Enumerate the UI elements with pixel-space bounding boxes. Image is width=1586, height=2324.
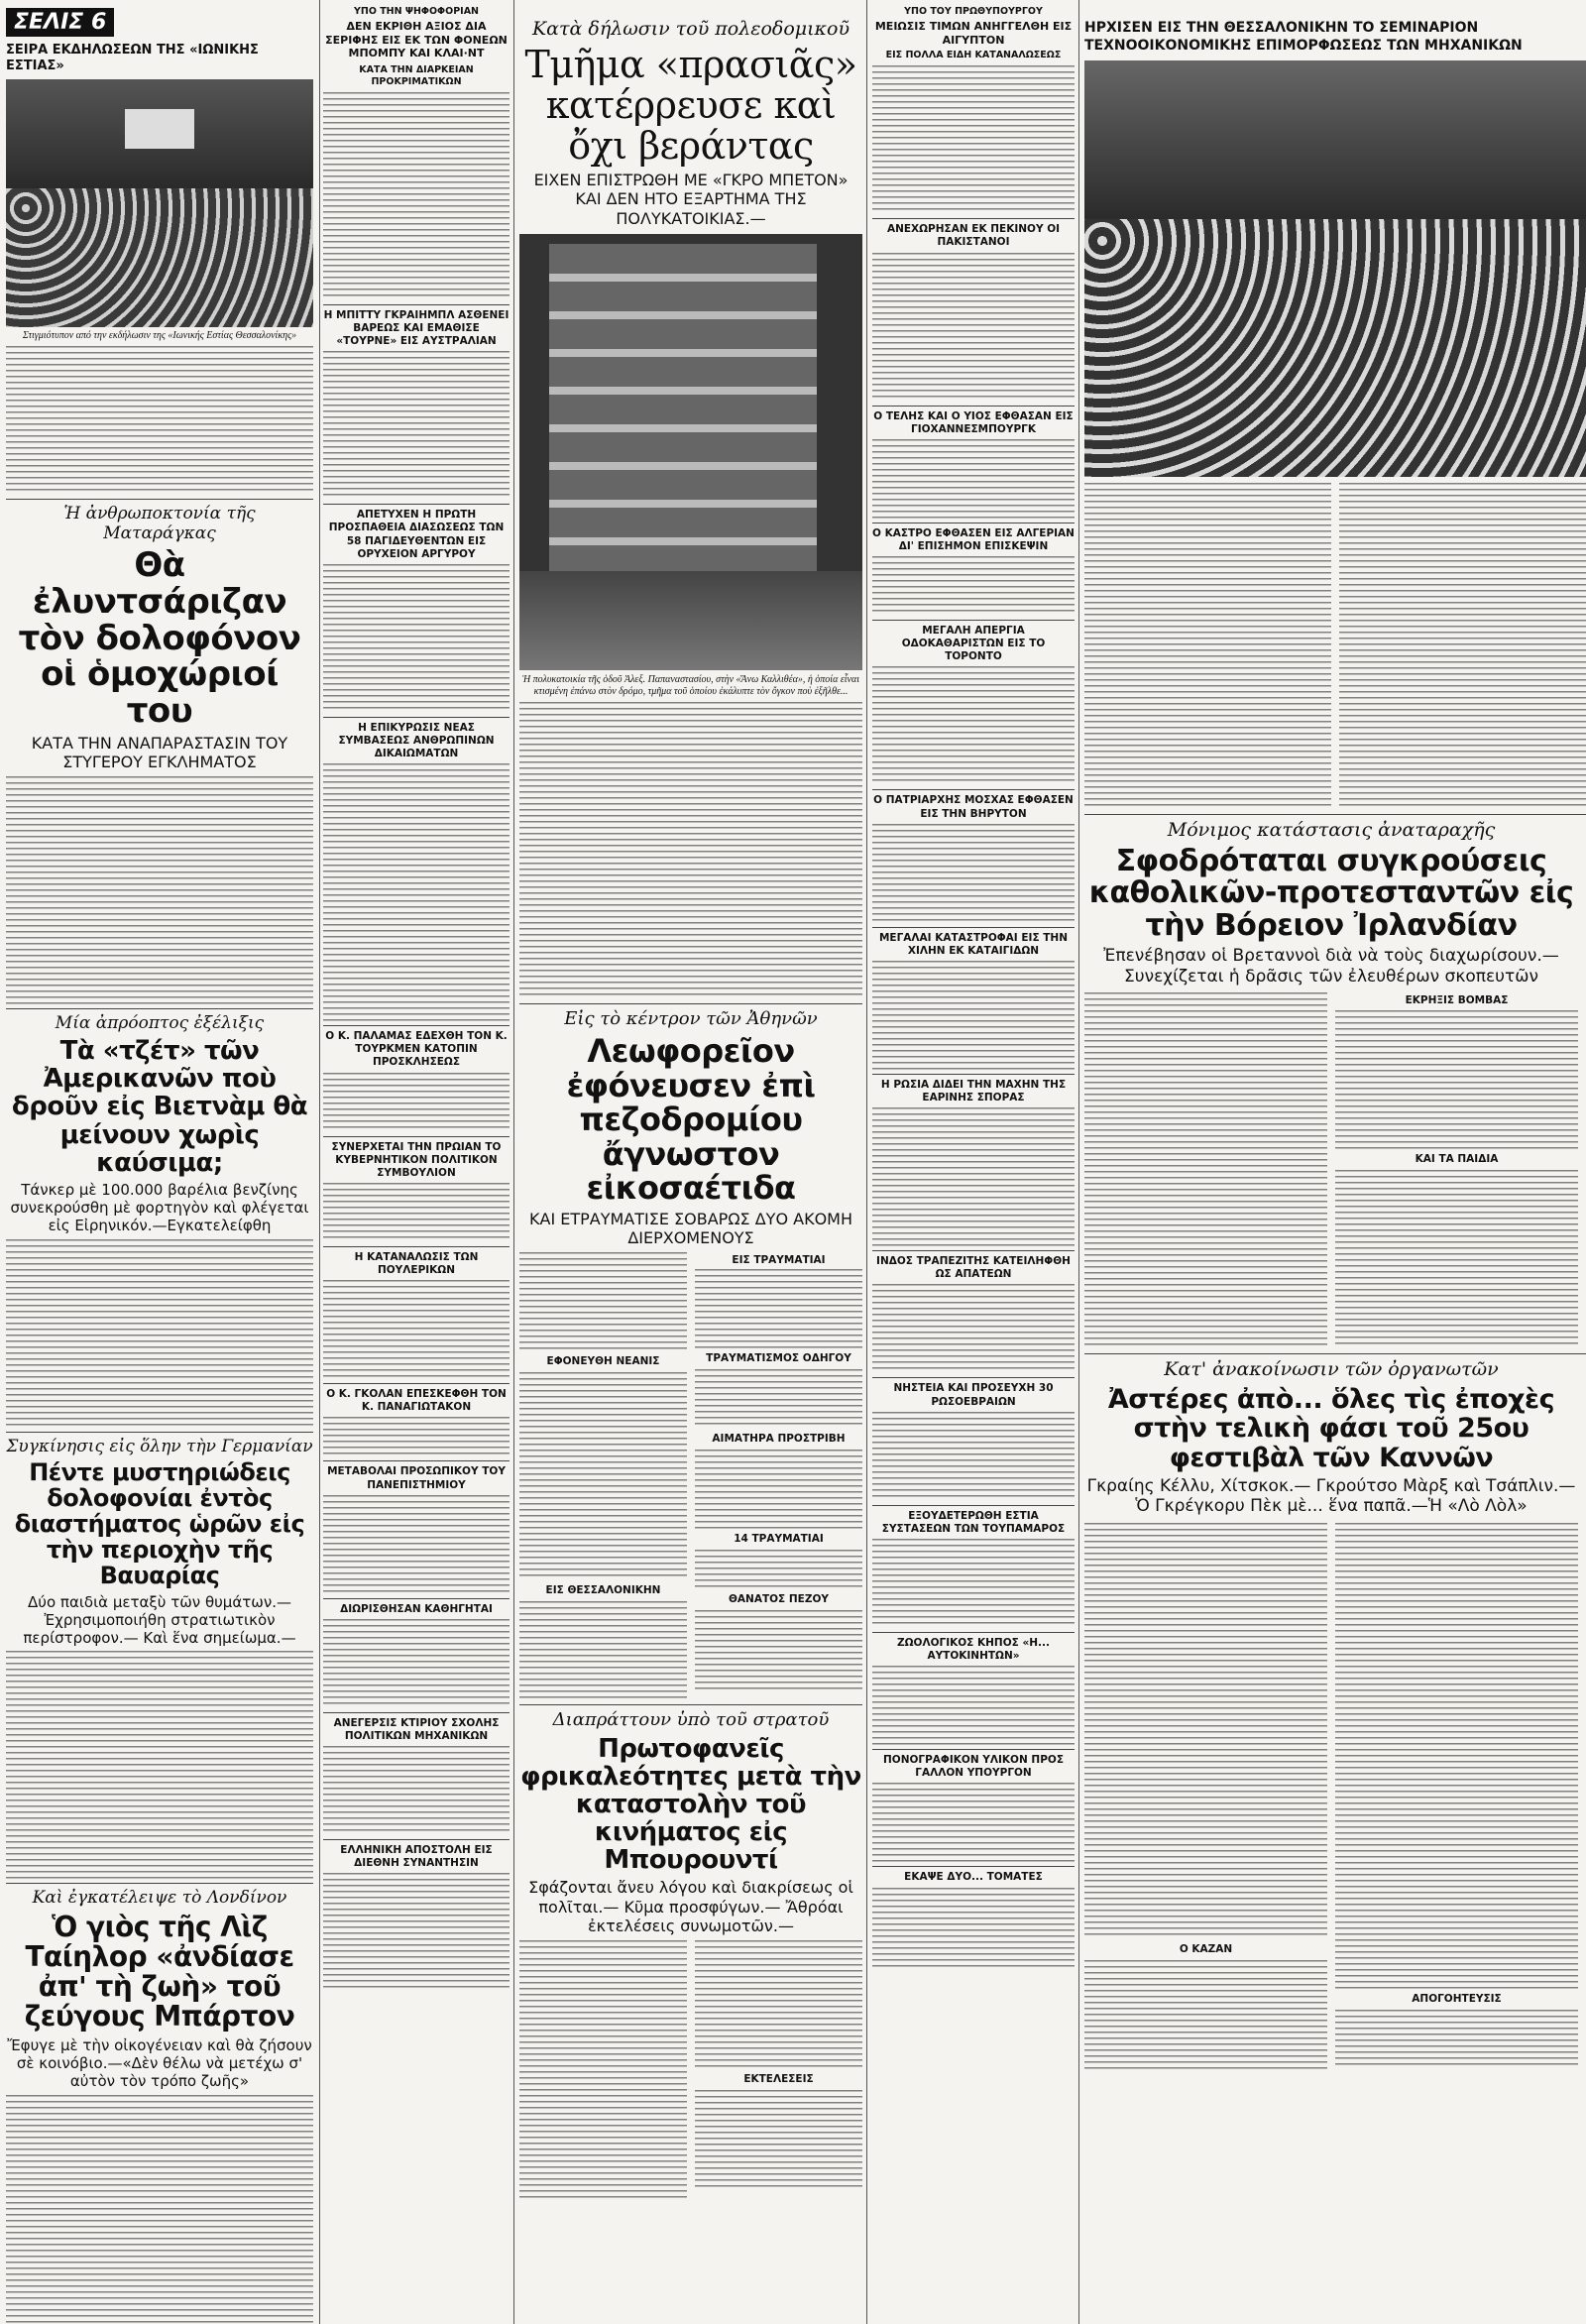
article-body: [695, 1369, 862, 1429]
article-ireland: [1084, 819, 1586, 1349]
headline-professors: ΔΙΩΡΙΣΘΗΣΑΝ ΚΑΘΗΓΗΤΑΙ: [340, 1602, 493, 1615]
article-body: [695, 1940, 862, 2069]
article-body: [872, 1539, 1075, 1628]
divider: [6, 499, 313, 500]
headline-toronto-strike: ΜΕΓΑΛΗ ΑΠΕΡΓΙΑ ΟΔΟΚΑΘΑΡΙΣΤΩΝ ΕΙΣ ΤΟ ΤΟΡΟΝΤΟ: [901, 625, 1046, 663]
subhead-pedestrian: ΘΑΝΑΤΟΣ ΠΕΖΟΥ: [729, 1593, 829, 1606]
column-rule: [319, 0, 320, 2324]
subheadline: ΕΙΣ ΠΟΛΛΑ ΕΙΔΗ ΚΑΤΑΝΑΛΩΣΕΩΣ: [885, 50, 1062, 61]
divider: [872, 927, 1075, 928]
article-body: [872, 666, 1075, 785]
subhead-thessaloniki: ΕΙΣ ΘΕΣΣΑΛΟΝΙΚΗΝ: [545, 1583, 661, 1596]
label: ΥΠΟ ΤΟΥ ΠΡΩΘΥΠΟΥΡΓΟΥ: [904, 6, 1043, 17]
headline-castro: Ο ΚΑΣΤΡΟ ΕΦΘΑΣΕΝ ΕΙΣ ΑΛΓΕΡΙΑΝ ΔΙ' ΕΠΙΣΗΜΟΝ ΕΠΙΣΚΕΨΙΝ: [872, 526, 1075, 552]
divider: [872, 1632, 1075, 1633]
article-body: [323, 1619, 510, 1708]
headline-tupamaros: ΕΞΟΥΔΕΤΕΡΩΘΗ ΕΣΤΙΑ ΣΥΣΤΑΣΕΩΝ ΤΩΝ ΤΟΥΠΑΜΑΡΟΣ: [881, 1509, 1066, 1535]
subhead-collision: ΑΙΜΑΤΗΡΑ ΠΡΟΣΤΡΙΒΗ: [712, 1433, 846, 1446]
subheadline: Ἐπενέβησαν οἱ Βρεταννοὶ διὰ νὰ τοὺς διαχωρίσουν.— Συνεχίζεται ἡ δρᾶσις τῶν ἐλευθέρων σκοπευτῶν: [1103, 945, 1559, 987]
article-body: [323, 1183, 510, 1242]
article-body: [1084, 1960, 1327, 2069]
article-egypt: [872, 6, 1075, 214]
article-body: [323, 1417, 510, 1456]
column-2: [323, 0, 510, 2324]
kicker: Κατ' ἀνακοίνωσιν τῶν ὀργανωτῶν: [1164, 1358, 1499, 1381]
headline: Πρωτοφανεῖς φρικαλεότητες μετὰ τὴν καταστολὴν τοῦ κινήματος εἰς Μπουρουντί: [520, 1733, 861, 1875]
headline-greek-mission: ΕΛΛΗΝΙΚΗ ΑΠΟΣΤΟΛΗ ΕΙΣ ΔΙΕΘΝΗ ΣΥΝΑΝΤΗΣΙΝ: [340, 1844, 493, 1870]
article-body: [323, 763, 510, 1021]
article-body: [872, 961, 1075, 1070]
kicker: Μία ἀπρόοπτος ἐξέλιξις: [55, 1012, 265, 1033]
column-3: [519, 0, 862, 2324]
headline: Τὰ «τζέτ» τῶν Ἀμερικανῶν ποὺ δροῦν εἰς Βιετνὰμ θὰ μείνουν χωρὶς καύσιμα;: [11, 1036, 308, 1178]
article-body: [519, 702, 862, 999]
article-body: [519, 1601, 687, 1700]
article-body: [872, 1888, 1075, 1967]
headline-pakistanis: ΑΝΕΧΩΡΗΣΑΝ ΕΚ ΠΕΚΙΝΟΥ ΟΙ ΠΑΚΙΣΤΑΝΟΙ: [886, 223, 1061, 249]
divider: [872, 789, 1075, 790]
article-body: [695, 1450, 862, 1529]
article-body: [519, 1252, 687, 1351]
headline-johannesburg: Ο ΤΕΛΗΣ ΚΑΙ Ο ΥΙΟΣ ΕΦΘΑΣΑΝ ΕΙΣ ΓΙΟΧΑΝΝΕΣΜΠΟΥΡΓΚ: [873, 409, 1074, 435]
article-tset: [6, 1013, 313, 1428]
article-body: [872, 65, 1075, 214]
divider: [872, 1074, 1075, 1075]
page-masthead: [6, 8, 313, 37]
divider: [323, 1025, 510, 1026]
divider: [323, 1598, 510, 1599]
divider: [6, 1883, 313, 1884]
headline-fasting: ΝΗΣΤΕΙΑ ΚΑΙ ΠΡΟΣΕΥΧΗ 30 ΡΩΣΟΕΒΡΑΙΩΝ: [893, 1382, 1054, 1408]
article-body: [323, 1073, 510, 1132]
article-body: [1335, 1170, 1578, 1348]
headline: Ὁ γιὸς τῆς Λὶζ Ταίηλορ «ἀνδίασε ἀπ' τὴ ζωὴ» τοῦ ζεύγους Μπάρτον: [24, 1910, 295, 2034]
subheadline: Δύο παιδιὰ μεταξὺ τῶν θυμάτων.— Ἐχρησιμοποιήθη στρατιωτικὸν περίστροφον.— Καὶ ἕνα σημείωμα.—: [23, 1592, 296, 1648]
page-logo: ΣΕΛΙΣ 6: [6, 8, 114, 37]
subhead-children: ΚΑΙ ΤΑ ΠΑΙΔΙΑ: [1415, 1152, 1499, 1165]
column-rule: [866, 0, 867, 2324]
article-body: [6, 1239, 313, 1428]
article-germany: [6, 1437, 313, 1880]
headline-chile-storms: ΜΕΓΑΛΑΙ ΚΑΤΑΣΤΡΟΦΑΙ ΕΙΣ ΤΗΝ ΧΙΛΗΝ ΕΚ ΚΑΤΑΙΓΙΔΩΝ: [878, 931, 1069, 957]
headline: ΔΕΝ ΕΚΡΙΘΗ ΑΞΙΟΣ ΔΙΑ ΣΕΡΙΦΗΣ ΕΙΣ ΕΚ ΤΩΝ ΦΟΝΕΩΝ ΜΠΟΜΠΥ ΚΑΙ ΚΛΑΙ·ΝΤ: [325, 19, 508, 60]
subhead-kazan: Ο ΚΑΖΑΝ: [1179, 1943, 1233, 1956]
subhead-executions: ΕΚΤΕΛΕΣΕΙΣ: [743, 2072, 814, 2085]
photo-caption: Στιγμιότυπον από την εκδήλωσιν της «Ιωνικής Εστίας Θεσσαλονίκης»: [22, 329, 297, 341]
article-body: [872, 1783, 1075, 1862]
subhead-14-injured: 14 ΤΡΑΥΜΑΤΙΑΙ: [734, 1533, 824, 1546]
article-serifis: [323, 6, 510, 300]
divider: [323, 304, 510, 305]
article-body: [1084, 1523, 1327, 1939]
divider: [6, 1008, 313, 1009]
headline-patriarch: Ο ΠΑΤΡΙΑΡΧΗΣ ΜΟΣΧΑΣ ΕΦΘΑΣΕΝ ΕΙΣ ΤΗΝ ΒΗΡΥΤΟΝ: [873, 794, 1074, 820]
article-body: [872, 1412, 1075, 1501]
divider: [1084, 814, 1586, 815]
subhead-bomb: ΕΚΡΗΞΙΣ ΒΟΜΒΑΣ: [1405, 994, 1509, 1007]
subhead-driver: ΤΡΑΥΜΑΤΙΣΜΟΣ ΟΔΗΓΟΥ: [706, 1351, 851, 1364]
building-photo: [519, 234, 862, 670]
article-prasia: [519, 18, 862, 999]
headline-indian-banker: ΙΝΔΟΣ ΤΡΑΠΕΖΙΤΗΣ ΚΑΤΕΙΛΗΦΘΗ ΩΣ ΑΠΑΤΕΩΝ: [876, 1255, 1071, 1281]
headline: ΜΕΙΩΣΙΣ ΤΙΜΩΝ ΑΝΗΓΓΕΛΘΗ ΕΙΣ ΑΙΓΥΠΤΟΝ: [874, 19, 1073, 47]
article-body: [323, 351, 510, 500]
headline: Πέντε μυστηριώδεις δολοφονίαι ἐντὸς διαστήματος ὡρῶν εἰς τὴν περιοχὴν τῆς Βαυαρίας: [14, 1457, 305, 1589]
column-4: [872, 0, 1075, 2324]
article-burundi: [519, 1709, 862, 2198]
article-body: [872, 253, 1075, 402]
headline-engineering-school: ΑΝΕΓΕΡΣΙΣ ΚΤΙΡΙΟΥ ΣΧΟΛΗΣ ΠΟΛΙΤΙΚΩΝ ΜΗΧΑΝΙΚΩΝ: [333, 1716, 500, 1742]
column-1: [6, 0, 313, 2324]
divider: [872, 1749, 1075, 1750]
headline-human-rights: Η ΕΠΙΚΥΡΩΣΙΣ ΝΕΑΣ ΣΥΜΒΑΣΕΩΣ ΑΝΘΡΩΠΙΝΩΝ ΔΙΚΑΙΩΜΑΤΩΝ: [338, 721, 495, 759]
seminar-photo: [1084, 60, 1586, 477]
photo-caption: Ἡ πολυκατοικία τῆς ὁδοῦ Ἀλεξ. Παπαναστασίου, στὴν «Ἄνω Καλλιθέα», ἡ ὁποία εἶναι κτισμένη ἐπάνω στὸν δρόμο, τμῆμα τοῦ ὁποίου ἐκάλυπτε τὸν ὄγκον ποὺ ἐξῆλθε...: [521, 674, 860, 698]
kicker: Κατὰ δήλωσιν τοῦ πολεοδομικοῦ: [531, 18, 850, 40]
divider: [519, 1704, 862, 1705]
article-body: [323, 1746, 510, 1835]
kicker: Καὶ ἐγκατέλειψε τὸ Λονδίνον: [32, 1888, 287, 1909]
divider: [872, 620, 1075, 621]
headline-zoo: ΖΩΟΛΟΓΙΚΟΣ ΚΗΠΟΣ «Η... ΑΥΤΟΚΙΝΗΤΩΝ»: [896, 1636, 1050, 1662]
headline: Τμῆμα «πρασιᾶς» κατέρρευσε καὶ ὄχι βεράντας: [524, 42, 857, 168]
article-body: [519, 1372, 687, 1580]
divider: [872, 1250, 1075, 1251]
divider: [323, 1460, 510, 1461]
article-body: [323, 1495, 510, 1594]
divider: [323, 504, 510, 505]
article-body: [1339, 483, 1586, 810]
article-matarangas: [6, 504, 313, 1004]
subheadline: Γκραίης Κέλλυ, Χίτσκοκ.— Γκρούτσο Μὰρξ καὶ Τσάπλιν.—Ὁ Γκρέγκορυ Πὲκ μὲ... ἕνα παπᾶ.—Ἡ «Λὸ Λὸλ»: [1086, 1475, 1576, 1517]
divider: [519, 1003, 862, 1004]
article-body: [6, 1651, 313, 1879]
divider: [323, 1839, 510, 1840]
divider: [323, 717, 510, 718]
article-body: [695, 2090, 862, 2189]
article-body: [872, 1666, 1075, 1745]
subheadline: Τάνκερ μὲ 100.000 βαρέλια βενζίνης συνεκρούσθη μὲ φορτηγὸν καὶ φλέγεται εἰς Εἰρηνικόν.—Εγκατελείφθη: [10, 1180, 309, 1235]
kicker: Συγκίνησις εἰς ὅλην τὴν Γερμανίαν: [6, 1436, 313, 1456]
article-taylor: [6, 1888, 313, 2324]
headline: Λεωφορεῖον ἐφόνευσεν ἐπὶ πεζοδρομίου ἄγνωστον εἰκοσαέτιδα: [566, 1032, 816, 1208]
column-rule: [513, 0, 514, 2324]
article-body: [323, 1280, 510, 1379]
article-body: [6, 776, 313, 1004]
article-body: [695, 1550, 862, 1589]
subhead-disappointment: ΑΠΟΓΟΗΤΕΥΣΙΣ: [1412, 1993, 1502, 2006]
headline-grable: Η ΜΠΙΤΤΥ ΓΚΡΑΙΗΜΠΛ ΑΣΘΕΝΕΙ ΒΑΡΕΩΣ ΚΑΙ ΕΜΑΘΙΣΕ «ΤΟΥΡΝΕ» ΕΙΣ ΑΥΣΤΡΑΛΙΑΝ: [323, 308, 510, 348]
article-body: [1084, 992, 1327, 1349]
event-photo: [6, 79, 313, 327]
article-body: [695, 1610, 862, 1689]
article-body: [6, 346, 313, 495]
article-body: [872, 1284, 1075, 1373]
article-body: [872, 556, 1075, 616]
seminar-banner: ΗΡΧΙΣΕΝ ΕΙΣ ΤΗΝ ΘΕΣΣΑΛΟΝΙΚΗΝ ΤΟ ΣΕΜΙΝΑΡΙΟΝ ΤΕΧΝΟΟΙΚΟΝΟΜΙΚΗΣ ΕΠΙΜΟΡΦΩΣΕΩΣ ΤΩΝ ΜΗΧΑΝΙΚΩΝ: [1084, 20, 1523, 54]
kicker: Ἡ ἀνθρωποκτονία τῆς Ματαράγκας: [63, 503, 256, 543]
subheadline: ΕΙΧΕΝ ΕΠΙΣΤΡΩΘΗ ΜΕ «ΓΚΡΟ ΜΠΕΤΟΝ» ΚΑΙ ΔΕΝ ΗΤΟ ΕΞΑΡΤΗΜΑ ΤΗΣ ΠΟΛΥΚΑΤΟΙΚΙΑΣ.—: [533, 170, 849, 228]
divider: [872, 1377, 1075, 1378]
article-body: [6, 2095, 313, 2324]
column-5: [1084, 0, 1586, 2324]
headline-russia-sowing: Η ΡΩΣΙΑ ΔΙΔΕΙ ΤΗΝ ΜΑΧΗΝ ΤΗΣ ΕΑΡΙΝΗΣ ΣΠΟΡΑΣ: [880, 1078, 1067, 1104]
headline-university: ΜΕΤΑΒΟΛΑΙ ΠΡΟΣΩΠΙΚΟΥ ΤΟΥ ΠΑΝΕΠΙΣΤΗΜΙΟΥ: [327, 1465, 506, 1491]
subhead-injured: ΕΙΣ ΤΡΑΥΜΑΤΙΑΙ: [732, 1253, 826, 1266]
article-body: [695, 1269, 862, 1348]
article-body: [1335, 2010, 1578, 2069]
article-athens-bus: [519, 1008, 862, 1700]
article-body: [323, 92, 510, 300]
series-line: ΣΕΙΡΑ ΕΚΔΗΛΩΣΕΩΝ ΤΗΣ «ΙΩΝΙΚΗΣ ΕΣΤΙΑΣ»: [6, 43, 259, 74]
divider: [323, 1712, 510, 1713]
headline-poultry: Η ΚΑΤΑΝΑΛΩΣΙΣ ΤΩΝ ΠΟΥΛΕΡΙΚΩΝ: [354, 1250, 479, 1276]
divider: [323, 1246, 510, 1247]
headline-palamas: Ο Κ. ΠΑΛΑΜΑΣ ΕΔΕΧΘΗ ΤΟΝ Κ. ΤΟΥΡΚΜΕΝ ΚΑΤΟΠΙΝ ΠΡΟΣΚΛΗΣΕΩΣ: [325, 1030, 508, 1069]
subheadline: ΚΑΤΑ ΤΗΝ ΔΙΑΡΚΕΙΑΝ ΠΡΟΚΡΙΜΑΤΙΚΩΝ: [359, 64, 474, 87]
article-body: [872, 439, 1075, 519]
divider: [323, 1136, 510, 1137]
subheadline: Σφάζονται ἄνευ λόγου καὶ διακρίσεως οἱ πολῖται.— Κῦμα προσφύγων.— Ἄθρόαι ἐκτελέσεις συνωμοτῶν.—: [528, 1878, 853, 1936]
column-rule: [1078, 0, 1079, 2324]
article-body: [323, 564, 510, 713]
divider: [323, 1383, 510, 1384]
article-body: [519, 1940, 687, 2198]
subheadline: ΚΑΙ ΕΤΡΑΥΜΑΤΙΣΕ ΣΟΒΑΡΩΣ ΔΥΟ ΑΚΟΜΗ ΔΙΕΡΧΟΜΕΝΟΥΣ: [529, 1209, 852, 1248]
headline-pornographic: ΠΟΝΟΓΡΑΦΙΚΟΝ ΥΛΙΚΟΝ ΠΡΟΣ ΓΑΛΛΟΝ ΥΠΟΥΡΓΟΝ: [882, 1754, 1064, 1780]
kicker: Μόνιμος κατάστασις ἀναταραχῆς: [1167, 819, 1496, 841]
divider: [1084, 1353, 1586, 1354]
headline-mine-rescue: ΑΠΕΤΥΧΕΝ Η ΠΡΩΤΗ ΠΡΟΣΠΑΘΕΙΑ ΔΙΑΣΩΣΕΩΣ ΤΩΝ 58 ΠΑΓΙΔΕΥΘΕΝΤΩΝ ΕΙΣ ΟΡΥΧΕΙΟΝ ΑΡΓΥΡΟΥ: [328, 509, 505, 560]
subheadline: ΚΑΤΑ ΤΗΝ ΑΝΑΠΑΡΑΣΤΑΣΙΝ ΤΟΥ ΣΤΥΓΕΡΟΥ ΕΓΚΛΗΜΑΤΟΣ: [31, 733, 288, 772]
article-cannes: [1084, 1358, 1586, 2069]
divider: [872, 1866, 1075, 1867]
subheadline: Ἔφυγε μὲ τὴν οἰκογένειαν καὶ θὰ ζήσουν σὲ κοινόβιο.—«Δὲν θέλω νὰ μετέχω σ' αὐτὸν τὸν τρόπο ζωῆς»: [7, 2035, 312, 2091]
headline: Ἀστέρες ἀπὸ... ὅλες τὶς ἐποχὲς στὴν τελικὴ φάσι τοῦ 25ου φεστιβὰλ τῶν Καννῶν: [1107, 1384, 1555, 1473]
article-body: [1335, 1523, 1578, 1989]
article-body: [1084, 483, 1331, 810]
kicker: Διαπράττουν ὑπὸ τοῦ στρατοῦ: [552, 1709, 830, 1731]
headline-golan: Ο Κ. ΓΚΟΛΑΝ ΕΠΕΣΚΕΦΘΗ ΤΟΝ Κ. ΠΑΝΑΓΙΩΤΑΚΟΝ: [326, 1388, 507, 1414]
label: ΥΠΟ ΤΗΝ ΨΗΦΟΦΟΡΙΑΝ: [353, 6, 480, 17]
subhead-killed: ΕΦΟΝΕΥΘΗ ΝΕΑΝΙΣ: [546, 1354, 660, 1367]
headline-tomatoes: ΕΚΑΨΕ ΔΥΟ... ΤΟΜΑΤΕΣ: [904, 1871, 1043, 1884]
divider: [872, 218, 1075, 219]
headline-council: ΣΥΝΕΡΧΕΤΑΙ ΤΗΝ ΠΡΩΙΑΝ ΤΟ ΚΥΒΕΡΝΗΤΙΚΟΝ ΠΟΛΙΤΙΚΟΝ ΣΥΜΒΟΥΛΙΟΝ: [331, 1140, 502, 1179]
article-body: [323, 1873, 510, 1992]
divider: [872, 406, 1075, 407]
kicker: Εἰς τὸ κέντρον τῶν Ἀθηνῶν: [564, 1008, 818, 1030]
article-body: [1335, 1010, 1578, 1149]
headline: Σφοδρόταται συγκρούσεις καθολικῶν-προτεσταντῶν εἰς τὴν Βόρειον Ἰρλανδίαν: [1088, 843, 1574, 943]
headline: Θὰ ἐλυντσάριζαν τὸν δολοφόνον οἱ ὁμοχώριοί του: [18, 545, 301, 732]
divider: [872, 1505, 1075, 1506]
article-body: [872, 1107, 1075, 1246]
article-body: [872, 824, 1075, 923]
divider: [6, 1432, 313, 1433]
